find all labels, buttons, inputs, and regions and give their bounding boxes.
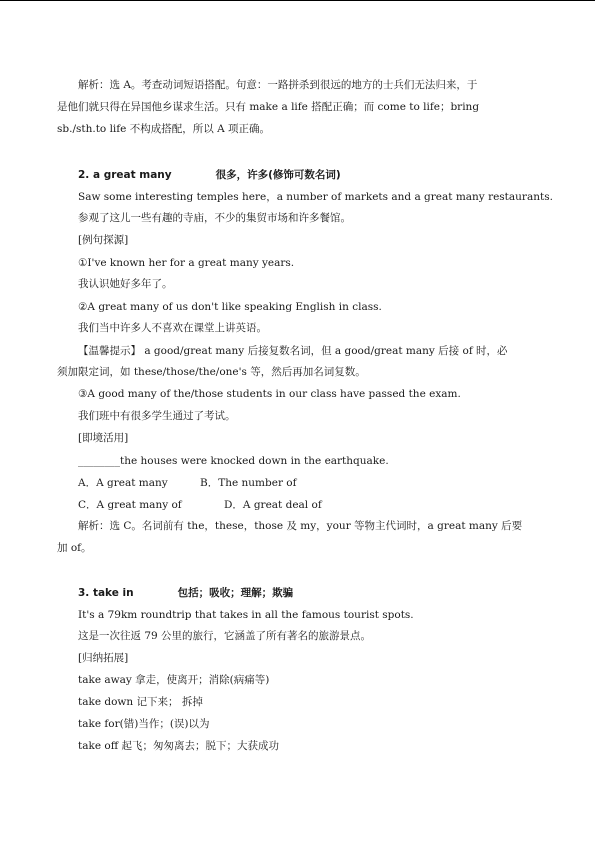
section-2-meaning: 很多，许多(修饰可数名词): [215, 169, 341, 181]
section-2-tag-practice: [即境活用]: [78, 432, 129, 444]
phrase-item-1: take away 拿走，使离开；消除(病痛等): [78, 674, 270, 686]
section-2-heading: [78, 168, 341, 182]
example-3-en: ③A good many of the/those students in our class have passed the exam.: [78, 388, 461, 400]
option-b: B．The number of: [200, 477, 297, 489]
phrase-item-3: take for(错)当作；(误)以为: [78, 718, 210, 730]
section-3-example-en: It's a 79km roundtrip that takes in all the famous tourist spots.: [78, 609, 414, 621]
example-1-en: ①I've known her for a great many years.: [78, 257, 295, 269]
page-top-rule: [0, 0, 595, 1]
option-d: D．A great deal of: [224, 499, 322, 511]
phrase-item-2: take down 记下来； 拆掉: [78, 696, 203, 708]
example-2-en: ②A great many of us don't like speaking English in class.: [78, 301, 382, 313]
option-c: C．A great many of: [78, 499, 182, 511]
section-3-tag-expand: [归纳拓展]: [78, 652, 129, 664]
explanation-line-3: sb./sth.to life 不构成搭配，所以 A 项正确。: [57, 123, 270, 135]
section-2-tag-examples: [例句探源]: [78, 234, 129, 246]
example-1-zh: 我认识她好多年了。: [78, 278, 173, 290]
example-2-zh: 我们当中许多人不喜欢在课堂上讲英语。: [78, 322, 267, 334]
section-3-term: 3. take in: [78, 587, 134, 599]
options-row-2: [78, 498, 322, 512]
example-3-zh: 我们班中有很多学生通过了考试。: [78, 410, 236, 422]
practice-question: ________the houses were knocked down in the earthquake.: [78, 455, 389, 467]
phrase-item-4: take off 起飞；匆匆离去；脱下；大获成功: [78, 740, 280, 752]
options-row-1: [78, 476, 297, 490]
section-3-meaning: 包括；吸收；理解；欺骗: [177, 587, 294, 599]
explanation-line-2: 是他们就只得在异国他乡谋求生活。只有 make a life 搭配正确；而 come to life；bring: [57, 101, 480, 113]
section-3-heading: [78, 586, 293, 600]
tip-line-2: 须加限定词，如 these/those/the/one's 等，然后再加名词复数。: [57, 366, 366, 378]
section-3-example-zh: 这是一次往返 79 公里的旅行，它涵盖了所有著名的旅游景点。: [78, 630, 372, 642]
option-a: A．A great many: [78, 477, 168, 489]
section-2-example-en: Saw some interesting temples here，a number of markets and a great many restaurants.: [78, 191, 553, 203]
tip-line-1: 【温馨提示】 a good/great many 后接复数名词，但 a good/great many 后接 of 时，必: [78, 345, 508, 357]
explanation-line-1: 解析：选 A。考查动词短语搭配。句意：一路拼杀到很远的地方的士兵们无法归来，于: [78, 79, 478, 91]
section-2-example-zh: 参观了这儿一些有趣的寺庙，不少的集贸市场和许多餐馆。: [78, 212, 351, 224]
section-2-term: 2. a great many: [78, 169, 172, 181]
answer-line-2: 加 of。: [57, 542, 92, 554]
answer-line-1: 解析：选 C。名词前有 the，these，those 及 my，your 等物主代词时，a great many 后要: [78, 520, 523, 532]
